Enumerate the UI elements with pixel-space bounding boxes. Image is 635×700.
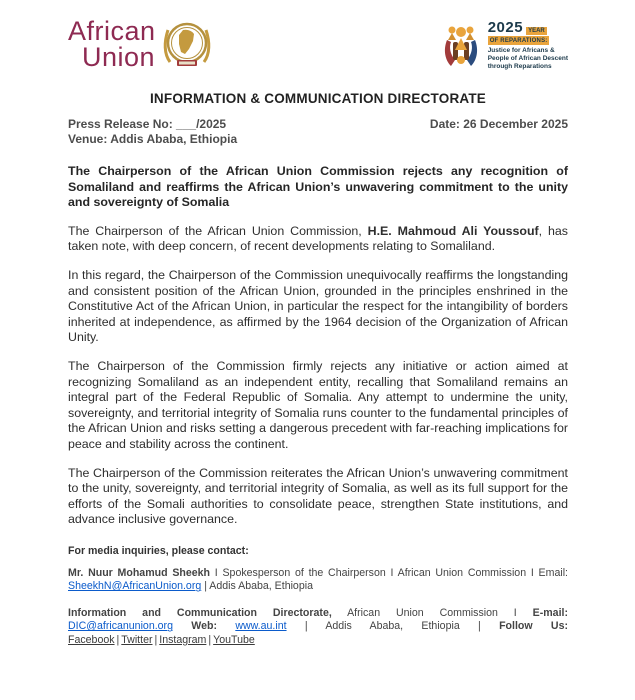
press-release-number: Press Release No: ___/2025: [68, 117, 227, 131]
footer-email-link[interactable]: DIC@africanunion.org: [68, 620, 173, 633]
reparations-year-label: YEAR: [528, 28, 545, 34]
paragraph-4: The Chairperson of the Commission reiterates the African Union’s unwavering commitment to the unity, sovereignty, and territorial integrity of Somalia, as well as its full support for the efforts of the Somali authorities to consolidate peace, strengthen State institutions, and advance inclusive governance.: [68, 465, 568, 527]
chairperson-name: H.E. Mahmoud Ali Youssouf: [367, 223, 539, 238]
paragraph-1: [68, 224, 568, 255]
spokesperson-email-link[interactable]: SheekhN@AfricanUnion.org: [68, 580, 202, 593]
press-release-venue: Venue: Addis Ababa, Ethiopia: [68, 132, 238, 146]
reparations-logo-text: [488, 20, 568, 71]
footer-separator: |: [116, 633, 120, 646]
spokesperson-name: Mr. Nuur Mohamud Sheekh: [68, 566, 211, 579]
paragraph-2: In this regard, the Chairperson of the Commission unequivocally reaffirms the longstanding and consistent position of the African Union, grounded in the principles enshrined in the Constitutive Act of the African Union, in particular the respect for the intangibility of borders inherited at independence, as affirmed by the 1964 decision of the Organization of African Unity.: [68, 267, 568, 345]
reparations-2025-logo: [441, 20, 568, 77]
footer-commission: African Union Commission I: [331, 606, 533, 619]
footer-line: [68, 607, 568, 648]
footer-web-link[interactable]: www.au.int: [235, 620, 287, 633]
reparations-emblem-icon: [441, 20, 481, 77]
reparations-year: 2025: [487, 19, 524, 36]
footer-separator: |: [208, 633, 212, 646]
media-contact-line: [68, 567, 568, 594]
paragraph-1-text-after: , has taken note, with deep concern, of recent developments relating to Somaliland.: [68, 223, 568, 254]
reparations-tagline-3: through Reparations: [487, 63, 552, 70]
youtube-link[interactable]: YouTube: [213, 633, 255, 646]
au-logo-wordmark: [68, 18, 156, 70]
footer-separator: |: [154, 633, 158, 646]
footer-web-label: Web:: [191, 620, 236, 633]
press-release-title: The Chairperson of the African Union Commission rejects any recognition of Somaliland and reaffirms the African Union’s unwavering commitment to the unity and sovereignty of Somalia: [68, 164, 568, 210]
facebook-link[interactable]: Facebook: [68, 633, 115, 646]
african-union-emblem-icon: [160, 16, 214, 79]
paragraph-1-text: The Chairperson of the African Union Commission,: [68, 223, 368, 238]
twitter-link[interactable]: Twitter: [121, 633, 153, 646]
au-logo-text-line2: Union: [82, 42, 156, 72]
directorate-heading: INFORMATION & COMMUNICATION DIRECTORATE: [149, 91, 487, 106]
press-release-date: Date: 26 December 2025: [429, 117, 568, 131]
logo-strip: [68, 16, 568, 78]
footer-follow-label: Follow Us:: [499, 620, 568, 633]
footer-directorate: Information and Communication Directorate,: [68, 606, 332, 619]
footer-location: | Addis Ababa, Ethiopia |: [286, 620, 500, 633]
au-logo-text-line1: African: [68, 16, 156, 46]
african-union-logo: [68, 16, 214, 79]
media-inquiries-heading: For media inquiries, please contact:: [68, 544, 249, 557]
reparations-theme: OF REPARATIONS:: [489, 37, 548, 44]
press-release-meta: [68, 117, 568, 147]
reparations-tagline-2: People of African Descent: [487, 55, 568, 62]
spokesperson-role: I Spokesperson of the Chairperson I African Union Commission I Email:: [210, 566, 568, 579]
spokesperson-location: | Addis Ababa, Ethiopia: [201, 580, 313, 593]
footer-email-label: E-mail:: [532, 606, 568, 619]
reparations-tagline-1: Justice for Africans &: [487, 47, 555, 54]
instagram-link[interactable]: Instagram: [159, 633, 207, 646]
paragraph-3: The Chairperson of the Commission firmly rejects any initiative or action aimed at recognizing Somaliland as an independent entity, recalling that Somaliland remains an integral part of the Federal Republic of Somalia. Any attempt to undermine the unity, sovereignty, and territorial integrity of Somalia runs counter to the fundamental principles of the African Union and risks setting a dangerous precedent with far-reaching implications for peace and stability across the continent.: [68, 358, 568, 451]
